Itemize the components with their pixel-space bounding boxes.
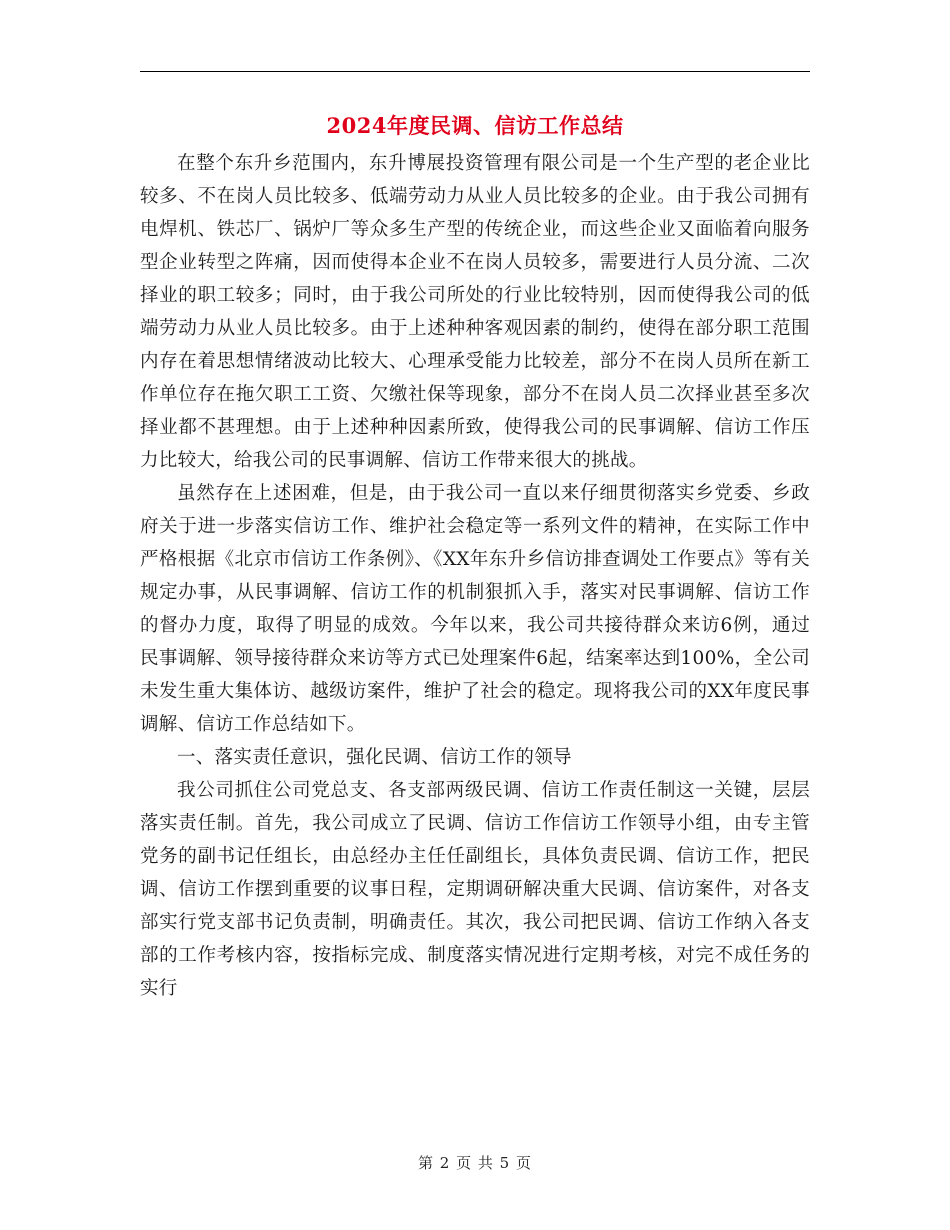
- document-title: 2024年度民调、信访工作总结: [326, 113, 624, 138]
- paragraph-intro: 在整个东升乡范围内，东升博展投资管理有限公司是一个生产型的老企业比较多、不在岗人员比较多、低端劳动力从业人员比较多的企业。由于我公司拥有电焊机、铁芯厂、锅炉厂等众多生产型的传统企业，而这些企业又面临着向服务型企业转型之阵痛，因而使得本企业不在岗人员较多，需要进行人员分流、二次择业的职工较多；同时，由于我公司所处的行业比较特别，因而使得我公司的低端劳动力从业人员比较多。由于上述种种客观因素的制约，使得在部分职工范围内存在着思想情绪波动比较大、心理承受能力比较差，部分不在岗人员所在新工作单位存在拖欠职工工资、欠缴社保等现象，部分不在岗人员二次择业甚至多次择业都不甚理想。由于上述种种因素所致，使得我公司的民事调解、信访工作压力比较大，给我公司的民事调解、信访工作带来很大的挑战。: [140, 153, 810, 471]
- section-heading-1: 一、落实责任意识，强化民调、信访工作的领导: [177, 747, 572, 768]
- page-number: 第 2 页 共 5 页: [418, 1154, 532, 1172]
- document-body: [140, 147, 810, 1005]
- paragraph-achievements: 虽然存在上述困难，但是，由于我公司一直以来仔细贯彻落实乡党委、乡政府关于进一步落实信访工作、维护社会稳定等一系列文件的精神，在实际工作中严格根据《北京市信访工作条例》、《XX年东升乡信访排查调处工作要点》等有关规定办事，从民事调解、信访工作的机制狠抓入手，落实对民事调解、信访工作的督办力度，取得了明显的成效。今年以来，我公司共接待群众来访6例，通过民事调解、领导接待群众来访等方式已处理案件6起，结案率达到100%，全公司未发生重大集体访、越级访案件，维护了社会的稳定。现将我公司的XX年度民事调解、信访工作总结如下。: [140, 483, 810, 735]
- header-rule: [140, 71, 810, 72]
- paragraph-responsibility: 我公司抓住公司党总支、各支部两级民调、信访工作责任制这一关键，层层落实责任制。首先，我公司成立了民调、信访工作信访工作领导小组，由专主管党务的副书记任组长，由总经办主任任副组长，具体负责民调、信访工作，把民调、信访工作摆到重要的议事日程，定期调研解决重大民调、信访案件，对各支部实行党支部书记负责制，明确责任。其次，我公司把民调、信访工作纳入各支部的工作考核内容，按指标完成、制度落实情况进行定期考核，对完不成任务的实行: [140, 780, 810, 999]
